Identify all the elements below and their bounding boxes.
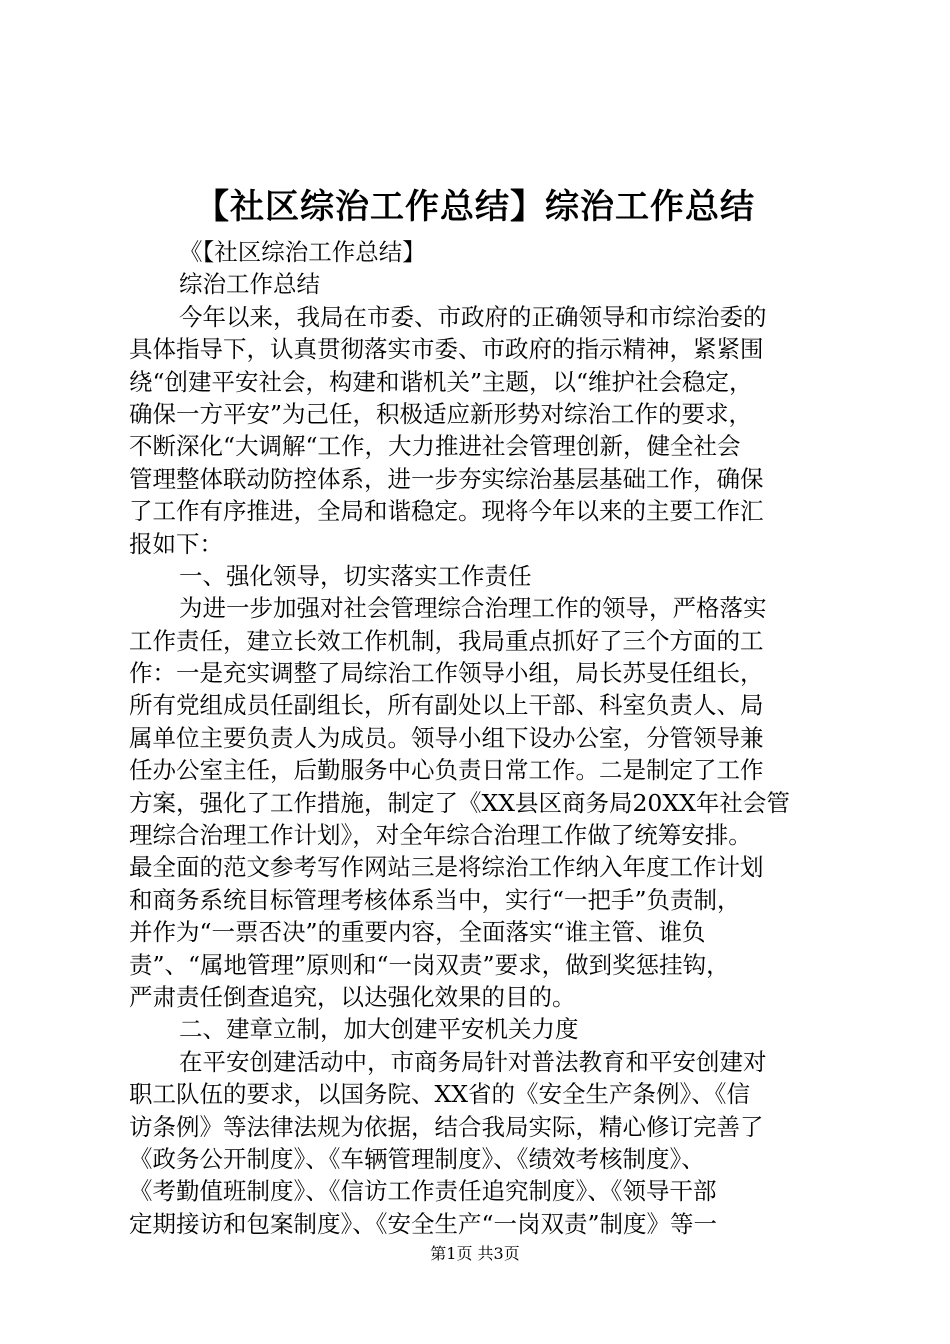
body-line: 任办公室主任，后勤服务中心负责日常工作。二是制定了工作 — [129, 756, 764, 785]
body-line: 属单位主要负责人为成员。领导小组下设办公室，分管领导兼 — [129, 723, 764, 752]
section-heading: 二、建章立制，加大创建平安机关力度 — [179, 1015, 579, 1044]
body-line: 《政务公开制度》、《车辆管理制度》、《绩效考核制度》、 — [129, 1144, 705, 1173]
body-line: 严肃责任倒查追究，以达强化效果的目的。 — [129, 982, 576, 1011]
section-heading: 一、强化领导，切实落实工作责任 — [179, 561, 532, 590]
body-line: 理综合治理工作计划》，对全年综合治理工作做了统筹安排。 — [129, 821, 752, 850]
body-line: 不断深化“大调解“工作，大力推进社会管理创新，健全社会 — [129, 432, 741, 461]
body-line: 访条例》等法律法规为依据，结合我局实际，精心修订完善了 — [129, 1112, 764, 1141]
page-footer: 第1页 共3页 — [430, 1244, 520, 1263]
body-line: 为进一步加强对社会管理综合治理工作的领导，严格落实 — [179, 594, 767, 623]
body-line: 最全面的范文参考写作网站三是将综治工作纳入年度工作计划 — [129, 853, 764, 882]
body-line: 在平安创建活动中，市商务局针对普法教育和平安创建对 — [179, 1047, 767, 1076]
body-line: 作：一是充实调整了局综治工作领导小组，局长苏旻任组长， — [129, 659, 764, 688]
body-line: 了工作有序推进，全局和谐稳定。现将今年以来的主要工作汇 — [129, 497, 764, 526]
body-line: 责”、“属地管理”原则和“一岗双责”要求，做到奖惩挂钩， — [129, 950, 730, 979]
body-line: 和商务系统目标管理考核体系当中，实行“一把手”负责制， — [129, 885, 741, 914]
body-line: 具体指导下，认真贯彻落实市委、市政府的指示精神，紧紧围 — [129, 335, 764, 364]
body-line: 报如下： — [129, 529, 223, 558]
body-line: 《【社区综治工作总结】 — [179, 238, 426, 266]
body-line: 绕“创建平安社会，构建和谐机关”主题，以“维护社会稳定， — [129, 367, 753, 396]
document-title: 【社区综治工作总结】综治工作总结 — [195, 187, 755, 227]
body-line: 今年以来，我局在市委、市政府的正确领导和市综治委的 — [179, 302, 767, 331]
body-line: 定期接访和包案制度》、《安全生产“一岗双责”制度》等一 — [129, 1209, 718, 1238]
body-line: 职工队伍的要求，以国务院、XX省的《安全生产条例》、《信 — [129, 1080, 750, 1109]
body-line: 方案，强化了工作措施，制定了《XX县区商务局20XX年社会管 — [129, 788, 790, 817]
body-line: 《考勤值班制度》、《信访工作责任追究制度》、《领导干部 — [129, 1177, 717, 1206]
body-line: 确保一方平安”为己任，积极适应新形势对综治工作的要求， — [129, 399, 753, 428]
body-line: 综治工作总结 — [179, 270, 320, 299]
body-line: 并作为“一票否决”的重要内容，全面落实“谁主管、谁负 — [129, 918, 706, 947]
document-body — [129, 236, 839, 1240]
body-line: 管理整体联动防控体系，进一步夯实综治基层基础工作，确保 — [129, 464, 764, 493]
body-line: 工作责任，建立长效工作机制，我局重点抓好了三个方面的工 — [129, 626, 764, 655]
body-line: 所有党组成员任副组长，所有副处以上干部、科室负责人、局 — [129, 691, 764, 720]
